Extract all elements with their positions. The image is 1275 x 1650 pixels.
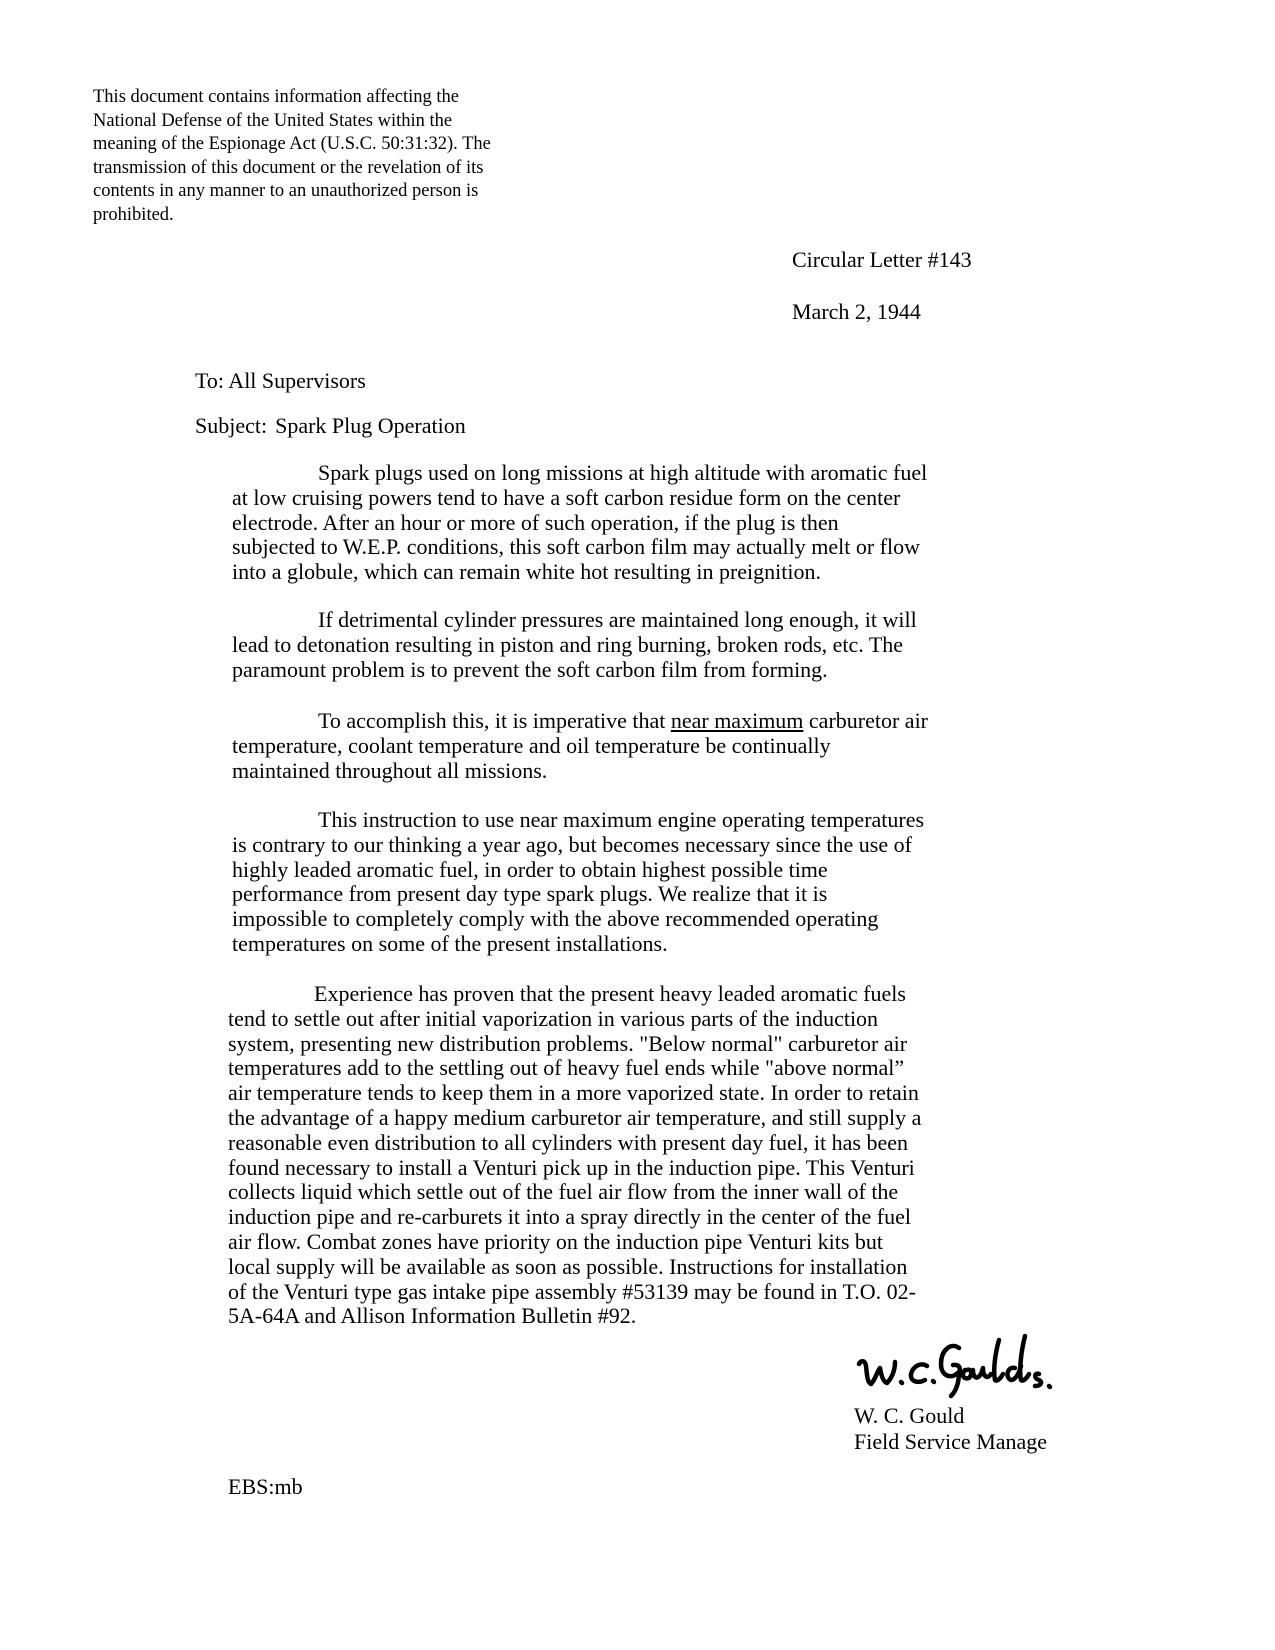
subject-line — [195, 413, 466, 439]
paragraph-line: maintained throughout all missions. — [232, 757, 548, 783]
recipient-line: To: All Supervisors — [195, 368, 366, 393]
text-run: To accomplish this, it is imperative that — [318, 708, 671, 733]
paragraph-line: Experience has proven that the present heavy leaded aromatic fuels — [314, 981, 906, 1006]
espionage-notice — [93, 86, 563, 228]
paragraph-line: highly leaded aromatic fuel, in order to obtain highest possible time — [232, 856, 828, 882]
subject-value: Spark Plug Operation — [275, 413, 466, 438]
letter-date: March 2, 1944 — [792, 299, 921, 324]
paragraph-line: temperature, coolant temperature and oil temperature be continually — [232, 732, 831, 758]
paragraph-line: If detrimental cylinder pressures are maintained long enough, it will — [318, 607, 917, 632]
notice-line: This document contains information affecting the — [93, 87, 459, 107]
paragraph-line: Spark plugs used on long missions at high altitude with aromatic fuel — [318, 460, 928, 485]
paragraph-line: temperatures add to the settling out of heavy fuel ends while "above normal” — [228, 1055, 905, 1081]
paragraph-line: reasonable even distribution to all cylinders with present day fuel, it has been — [228, 1129, 908, 1155]
paragraph-line: lead to detonation resulting in piston and ring burning, broken rods, etc. The — [232, 631, 904, 657]
body-paragraph-4 — [232, 808, 924, 957]
notice-line: National Defense of the United States within the — [93, 110, 453, 131]
paragraph-line: air temperature tends to keep them in a more vaporized state. In order to retain — [228, 1080, 919, 1106]
body-paragraph-5 — [228, 982, 921, 1329]
paragraph-line: found necessary to install a Venturi pick up in the induction pipe. This Venturi — [228, 1154, 915, 1180]
body-paragraph-2 — [232, 608, 917, 682]
body-paragraph-1 — [232, 461, 927, 585]
signer-name: W. C. Gould — [854, 1403, 965, 1428]
paragraph-line: impossible to completely comply with the above recommended operating — [232, 906, 879, 932]
paragraph-line: performance from present day type spark plugs. We realize that it is — [232, 881, 828, 907]
paragraph-line: air flow. Combat zones have priority on the induction pipe Venturi kits but — [228, 1228, 883, 1254]
paragraph-line: collects liquid which settle out of the fuel air flow from the inner wall of the — [228, 1179, 899, 1205]
notice-line: prohibited. — [93, 204, 174, 225]
paragraph-line: local supply will be available as soon as possible. Instructions for installation — [228, 1253, 908, 1279]
paragraph-line: electrode. After an hour or more of such operation, if the plug is then — [232, 509, 839, 535]
paragraph-line: 5A-64A and Allison Information Bulletin #92. — [228, 1303, 637, 1329]
subject-label: Subject: — [195, 413, 268, 438]
signer-title: Field Service Manage — [854, 1429, 1048, 1454]
paragraph-line: induction pipe and re-carburets it into a spray directly in the center of the fuel — [228, 1204, 911, 1230]
paragraph-line: paramount problem is to prevent the soft carbon film from forming. — [232, 656, 828, 682]
paragraph-line: tend to settle out after initial vaporization in various parts of the induction — [228, 1005, 879, 1031]
paragraph-line: This instruction to use near maximum engine operating temperatures — [318, 807, 925, 832]
notice-line: transmission of this document or the revelation of its — [93, 157, 484, 178]
underlined-emphasis: near maximum — [670, 708, 804, 733]
paragraph-line: at low cruising powers tend to have a soft carbon residue form on the center — [232, 484, 901, 510]
paragraph-line: subjected to W.E.P. conditions, this soft carbon film may actually melt or flow — [232, 534, 921, 560]
paragraph-line: the advantage of a happy medium carburetor air temperature, and still supply a — [228, 1104, 922, 1130]
handwritten-signature — [855, 1330, 1075, 1405]
circular-letter-number: Circular Letter #143 — [792, 247, 972, 272]
paragraph-line: of the Venturi type gas intake pipe assembly #53139 may be found in T.O. 02- — [228, 1278, 916, 1304]
typist-initials: EBS:mb — [228, 1474, 303, 1499]
text-run: carburetor air — [803, 708, 929, 733]
paragraph-line — [232, 709, 928, 734]
body-paragraph-3 — [232, 709, 928, 783]
paragraph-line: temperatures on some of the present installations. — [232, 930, 668, 956]
notice-line: contents in any manner to an unauthorized person is — [93, 181, 479, 202]
paragraph-line: into a globule, which can remain white hot resulting in preignition. — [232, 559, 821, 585]
paragraph-line: is contrary to our thinking a year ago, but becomes necessary since the use of — [232, 831, 912, 857]
paragraph-line: system, presenting new distribution problems. "Below normal" carburetor air — [228, 1030, 908, 1056]
notice-line: meaning of the Espionage Act (U.S.C. 50:31:32). The — [93, 134, 491, 155]
